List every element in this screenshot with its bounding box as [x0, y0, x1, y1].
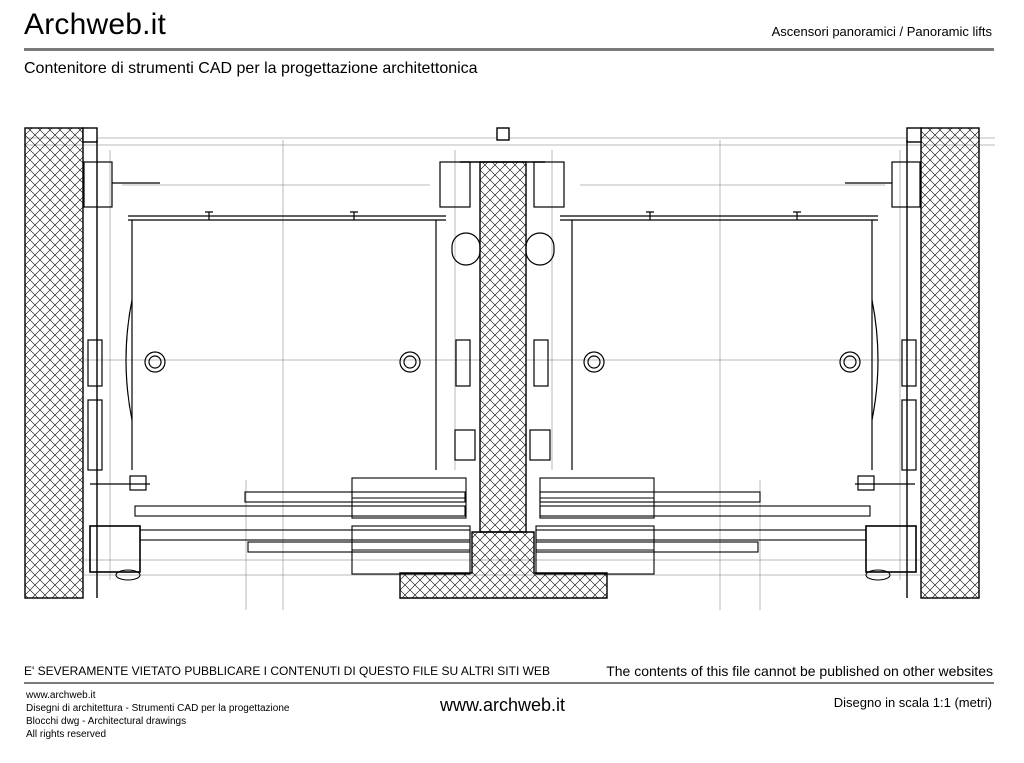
copyright-warning-italian: E' SEVERAMENTE VIETATO PUBBLICARE I CONTENUTI DI QUESTO FILE SU ALTRI SITI WEB	[24, 664, 550, 678]
footer-line: www.archweb.it	[26, 690, 96, 701]
page-subtitle: Contenitore di strumenti CAD per la progettazione architettonica	[24, 60, 478, 77]
drawing-category: Ascensori panoramici / Panoramic lifts	[771, 24, 992, 39]
right-doors	[536, 478, 916, 580]
brand-logo-text: Archweb.it	[24, 8, 167, 41]
left-doors	[90, 478, 470, 580]
right-cabin	[526, 162, 920, 490]
footer-line: Blocchi dwg - Architectural drawings	[26, 716, 187, 727]
copyright-warning-english: The contents of this file cannot be published on other websites	[606, 663, 993, 679]
drawing-scale-note: Disegno in scala 1:1 (metri)	[833, 695, 992, 710]
footer-website-link[interactable]: www.archweb.it	[440, 695, 566, 715]
footer-line: All rights reserved	[26, 729, 107, 740]
footer-line: Disegni di architettura - Strumenti CAD per la progettazione	[26, 703, 290, 714]
central-pillar	[400, 128, 607, 598]
left-cabin	[84, 162, 480, 490]
footer-credits	[26, 689, 289, 741]
footer-divider	[24, 682, 994, 684]
